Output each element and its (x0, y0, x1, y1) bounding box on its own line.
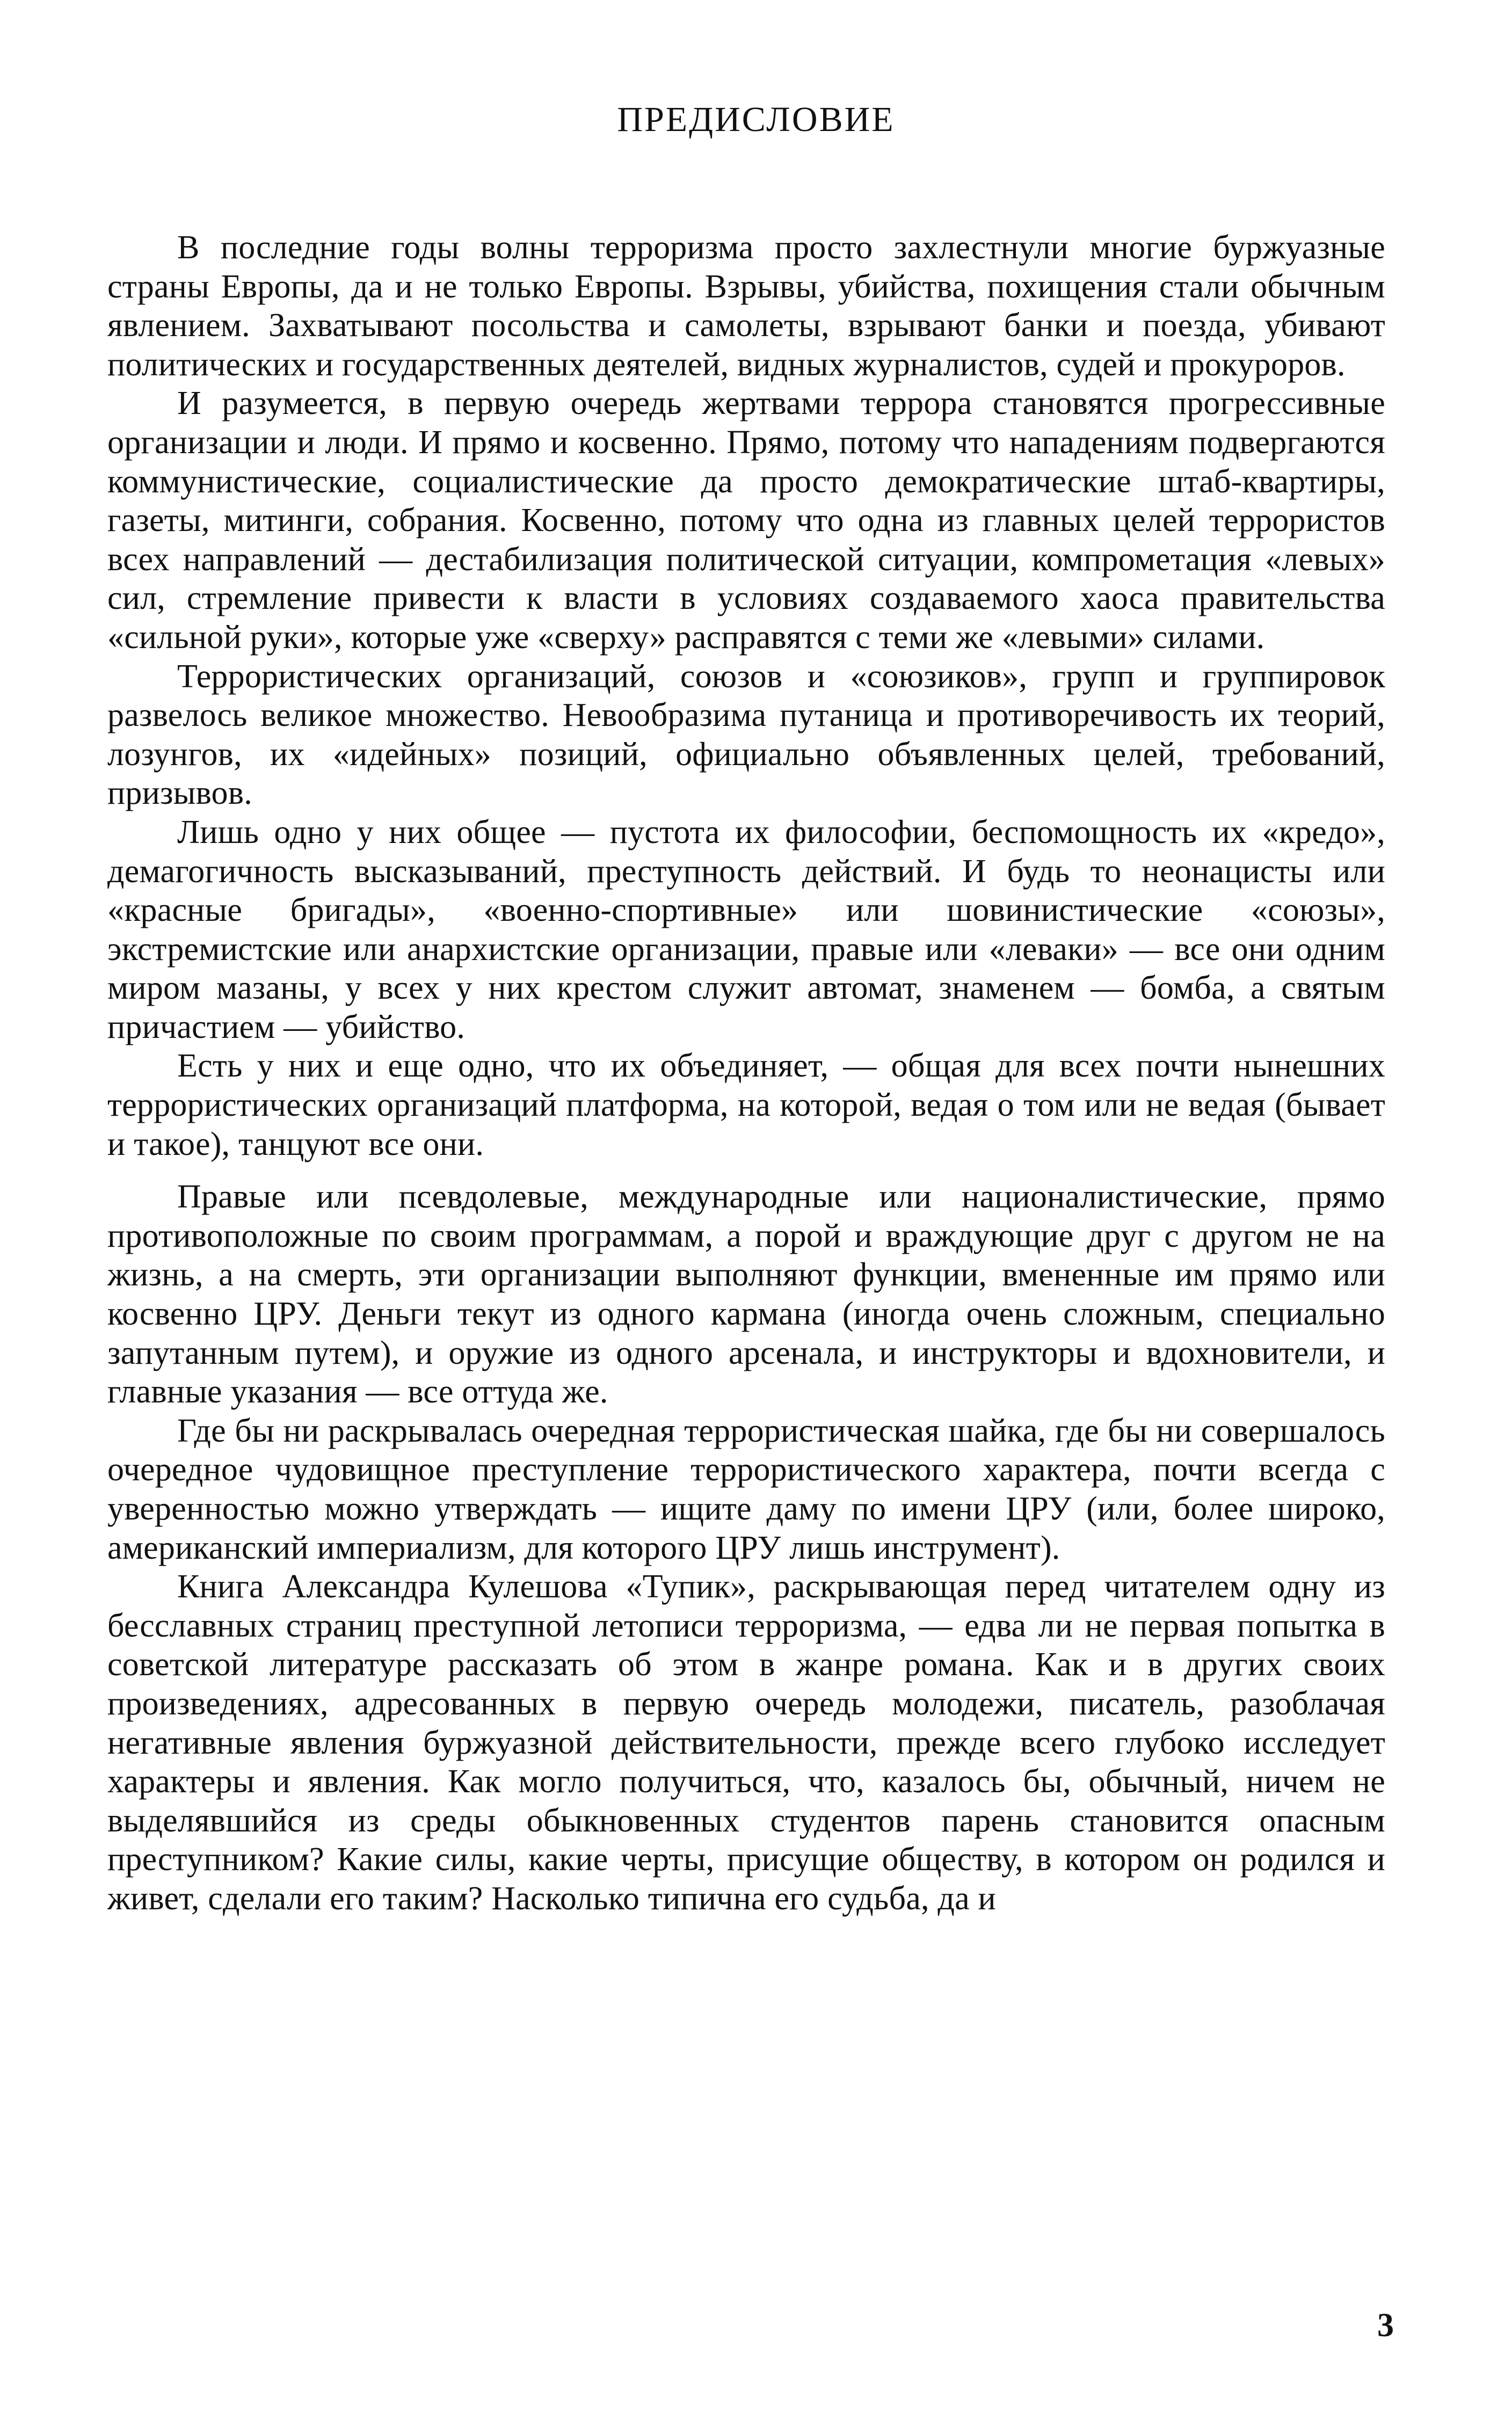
paragraph-6: Правые или псевдолевые, международные или националистические, прямо противоположные по своим программам, а порой и враждующие друг с другом не на жизнь, а на смерть, эти организации выполняют функции, вмененные им прямо или косвенно ЦРУ. Деньги текут из одного кармана (иногда очень сложным, специально запутанным путем), и оружие из одного арсенала, и инструкторы и вдохновители, и главные указания — все оттуда же. (107, 1179, 1385, 1411)
paragraph-2: И разумеется, в первую очередь жертвами террора становятся прогрессивные организации и люди. И прямо и косвенно. Прямо, потому что нападениям подвергаются коммунистические, социалистические да просто демократические штаб-квартиры, газеты, митинги, собрания. Косвенно, потому что одна из главных целей террористов всех направлений — дестабилизация политической ситуации, компрометация «левых» сил, стремление привести к власти в условиях создаваемого хаоса правительства «сильной руки», которые уже «сверху» расправятся с теми же «левыми» силами. (107, 385, 1385, 656)
paragraph-4: Лишь одно у них общее — пустота их философии, беспомощность их «кредо», демагогичность высказываний, преступность действий. И будь то неонацисты или «красные бригады», «военно-спортивные» или шовинистические «союзы», экстремистские или анархистские организации, правые или «леваки» — все они одним миром мазаны, у всех у них крестом служит автомат, знаменем — бомба, а святым причастием — убийство. (107, 813, 1385, 1045)
paragraph-1: В последние годы волны терроризма просто захлестнули многие буржуазные страны Европы, да и не только Европы. Взрывы, убийства, похищения стали обычным явлением. Захватывают посольства и самолеты, взрывают банки и поезда, убивают политических и государственных деятелей, видных журналистов, судей и прокуроров. (107, 229, 1385, 383)
paragraph-8: Книга Александра Кулешова «Тупик», раскрывающая перед читателем одну из бесславных страниц преступной летописи терроризма, — едва ли не первая попытка в советской литературе рассказать об этом в жанре романа. Как и в других своих произведениях, адресованных в первую очередь молодежи, писатель, разоблачая негативные явления буржуазной действительности, прежде всего глубоко исследует характеры и явления. Как могло получиться, что, казалось бы, обычный, ничем не выделявшийся из среды обыкновенных студентов парень становится опасным преступником? Какие силы, какие черты, присущие обществу, в котором он родился и живет, сделали его таким? Насколько типична его судьба, да и (107, 1568, 1385, 1917)
page-number: 3 (1377, 2307, 1394, 2344)
paragraph-3: Террористических организаций, союзов и «союзиков», групп и группировок развелось великое множество. Невообразима путаница и противоречивость их теорий, лозунгов, их «идейных» позиций, официально объявленных целей, требований, призывов. (107, 658, 1385, 812)
paragraph-5: Есть у них и еще одно, что их объединяет, — общая для всех почти нынешних террористических организаций платформа, на которой, ведая о том или не ведая (бывает и такое), танцуют все они. (107, 1048, 1385, 1162)
paragraph-7: Где бы ни раскрывалась очередная террористическая шайка, где бы ни совершалось очередное чудовищное преступление террористического характера, почти всегда с уверенностью можно утверждать — ищите даму по имени ЦРУ (или, более широко, американский империализм, для которого ЦРУ лишь инструмент). (107, 1412, 1385, 1566)
body-text (107, 228, 1385, 1918)
page-title: ПРЕДИСЛОВИЕ (617, 100, 895, 139)
